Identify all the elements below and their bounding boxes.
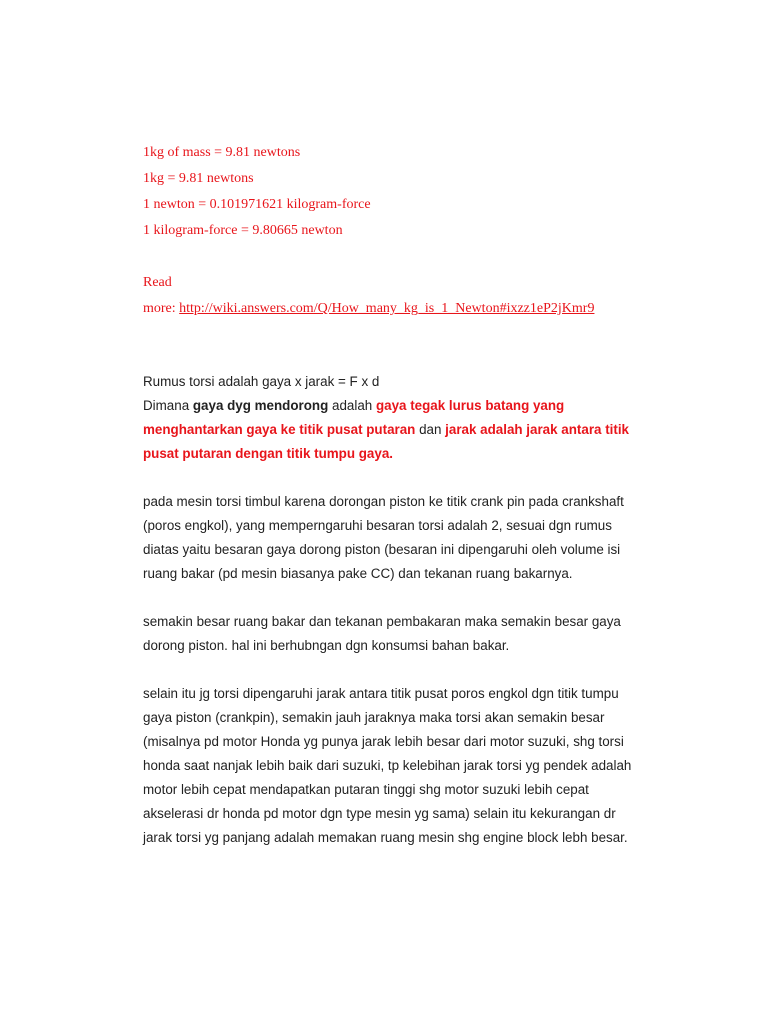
paragraph-line: (poros engkol), yang memperngaruhi besaran torsi adalah 2, sesuai dgn rumus xyxy=(143,518,612,533)
conversion-line: 1kg of mass = 9.81 newtons xyxy=(143,145,301,160)
paragraph-gap xyxy=(143,658,663,682)
read-more-link[interactable]: http://wiki.answers.com/Q/How_many_kg_is_1_Newton#ixzz1eP2jKmr9 xyxy=(179,301,595,316)
definition-line xyxy=(143,418,663,442)
read-more-label: Read xyxy=(143,275,172,290)
jarak-definition-text: jarak adalah jarak antara titik xyxy=(445,422,630,437)
paragraph-line: diatas yaitu besaran gaya dorong piston (besaran ini dipengaruhi oleh volume isi xyxy=(143,542,621,557)
conversion-list xyxy=(143,140,371,244)
gaya-definition-text: gaya tegak lurus batang yang xyxy=(375,398,565,413)
paragraph-line: ruang bakar (pd mesin biasanya pake CC) dan tekanan ruang bakarnya. xyxy=(143,566,573,581)
dimana-text: Dimana xyxy=(143,398,193,413)
definition-line xyxy=(143,394,663,418)
read-more-prefix: more: xyxy=(143,301,180,316)
adalah-text: adalah xyxy=(328,398,376,413)
formula-line: Rumus torsi adalah gaya x jarak = F x d xyxy=(143,374,380,389)
paragraph-line: dorong piston. hal ini berhubngan dgn konsumsi bahan bakar. xyxy=(143,638,510,653)
paragraph-line: motor lebih cepat mendapatkan putaran tinggi shg motor suzuki lebih cepat xyxy=(143,782,589,797)
read-more-block xyxy=(143,270,663,322)
dan-text: dan xyxy=(415,422,446,437)
paragraph-line: pada mesin torsi timbul karena dorongan piston ke titik crank pin pada crankshaft xyxy=(143,494,624,509)
paragraph-line: gaya piston (crankpin), semakin jauh jaraknya maka torsi akan semakin besar xyxy=(143,710,605,725)
paragraph-gap xyxy=(143,586,663,610)
conversion-line: 1 newton = 0.101971621 kilogram-force xyxy=(143,197,371,212)
paragraph-line: selain itu jg torsi dipengaruhi jarak antara titik pusat poros engkol dgn titik tumpu xyxy=(143,686,619,701)
paragraph-line: (misalnya pd motor Honda yg punya jarak lebih besar dari motor suzuki, shg torsi xyxy=(143,734,624,749)
paragraph-line: jarak torsi yg panjang adalah memakan ruang mesin shg engine block lebh besar. xyxy=(143,830,628,845)
conversion-line: 1kg = 9.81 newtons xyxy=(143,171,254,186)
paragraph-line: honda saat nanjak lebih baik dari suzuki, tp kelebihan jarak torsi yg pendek adalah xyxy=(143,758,632,773)
paragraph-line: semakin besar ruang bakar dan tekanan pembakaran maka semakin besar gaya xyxy=(143,614,621,629)
paragraph-line: akselerasi dr honda pd motor dgn type mesin yg sama) selain itu kekurangan dr xyxy=(143,806,616,821)
article-body xyxy=(143,370,663,850)
paragraph-gap xyxy=(143,466,663,490)
conversion-line: 1 kilogram-force = 9.80665 newton xyxy=(143,223,343,238)
jarak-definition-text: pusat putaran dengan titik tumpu gaya. xyxy=(143,446,393,461)
read-more-line xyxy=(143,296,663,322)
gaya-definition-text: menghantarkan gaya ke titik pusat putaran xyxy=(143,422,416,437)
gaya-bold-text: gaya dyg mendorong xyxy=(192,398,329,413)
